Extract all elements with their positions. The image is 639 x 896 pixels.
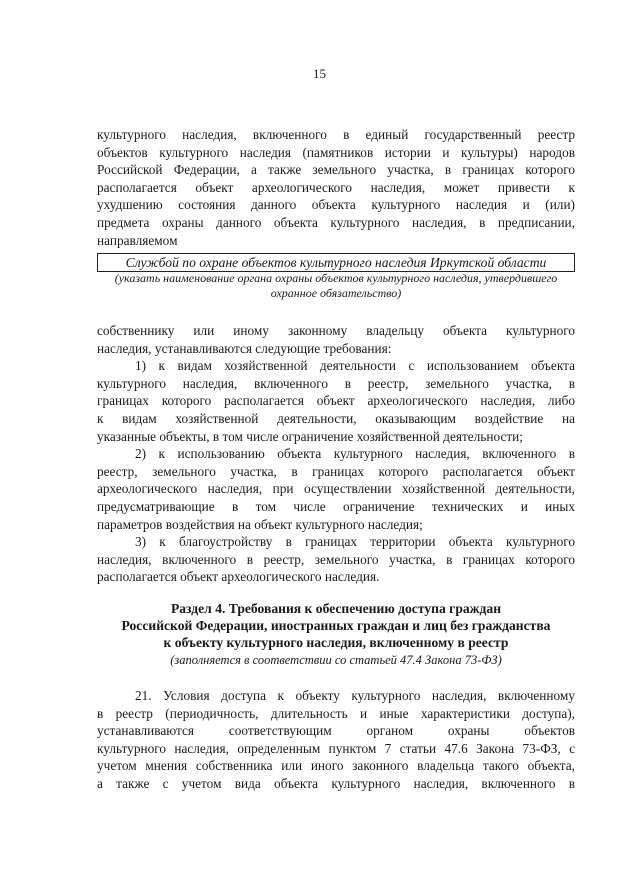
text-line: 3) к благоустройству в границах территории объекта культурного: [135, 534, 575, 550]
text-line: располагается объект археологического наследия, может привести к: [97, 179, 575, 195]
text-line: археологического наследия, при осуществлении хозяйственной деятельности,: [97, 481, 575, 497]
text-line: наследия, устанавливаются следующие требования:: [97, 340, 392, 356]
authority-name-field: Службой по охране объектов культурного наследия Иркутской области: [97, 253, 575, 272]
section-4-title-line: Российской Федерации, иностранных граждан и лиц без гражданства: [121, 618, 551, 634]
paragraph-requirements: [97, 322, 575, 586]
authority-hint-line: (указать наименование органа охраны объектов культурного наследия, утвердившего: [114, 271, 558, 285]
text-line: границах которого располагается объект археологического наследия, либо: [97, 393, 575, 409]
text-line: в реестр (периодичность, длительность и иные характеристики доступа),: [97, 705, 575, 721]
text-line: объектов культурного наследия (памятников истории и культуры) народов: [97, 144, 575, 160]
text-line: ухудшению состояния данного объекта культурного наследия и (или): [97, 197, 575, 213]
text-line: направляемом: [97, 232, 178, 248]
section-4-heading: [97, 600, 575, 652]
text-line: 2) к использованию объекта культурного наследия, включенного в: [135, 446, 575, 462]
text-line: культурного наследия, включенного в единый государственный реестр: [97, 127, 575, 142]
text-line: параметров воздействия на объект культурного наследия;: [97, 516, 423, 532]
paragraph-intro: [97, 126, 575, 249]
text-line: наследия, включенного в реестр, земельного участка, в границах которого: [97, 551, 575, 567]
authority-hint: [97, 271, 575, 301]
text-line: к видам хозяйственной деятельности, оказывающим воздействие на: [97, 410, 575, 426]
authority-hint-line: охранное обязательство): [270, 286, 402, 300]
text-line: предусматривающие в том числе ограничение технических и иных: [97, 498, 575, 514]
paragraph-access-conditions: [97, 687, 575, 793]
text-line: 1) к видам хозяйственной деятельности с использованием объекта: [135, 358, 575, 374]
section-4-note: (заполняется в соответствии со статьей 47.4 Закона 73-ФЗ): [170, 653, 502, 667]
text-line: учетом мнения собственника или иного законного владельца такого объекта,: [97, 758, 575, 774]
text-line: 21. Условия доступа к объекту культурного наследия, включенному: [135, 688, 575, 703]
section-4-title-line: Раздел 4. Требования к обеспечению доступа граждан: [170, 601, 502, 616]
text-line: предмета охраны данного объекта культурного наследия, в предписании,: [97, 214, 575, 230]
text-line: Российской Федерации, а также земельного участка, в границах которого: [97, 162, 575, 178]
text-line: реестр, земельного участка, в границах которого располагается объект: [97, 463, 575, 479]
section-4-title-line: к объекту культурного наследия, включенному в реестр: [163, 635, 509, 651]
text-line: а также с учетом вида объекта культурного наследия, включенного в: [97, 775, 575, 791]
text-line: располагается объект археологического наследия.: [97, 569, 380, 585]
page-number: 15: [313, 66, 326, 81]
text-line: указанные объекты, в том числе ограничение хозяйственной деятельности;: [97, 428, 523, 444]
text-line: устанавливаются соответствующим органом охраны объектов: [97, 723, 575, 739]
text-line: культурного наследия, определенным пунктом 7 статьи 47.6 Закона 73-ФЗ, с: [97, 740, 575, 756]
text-line: собственнику или иному законному владельцу объекта культурного: [97, 323, 575, 338]
text-line: культурного наследия, включенного в реестр, земельного участка, в: [97, 375, 575, 391]
